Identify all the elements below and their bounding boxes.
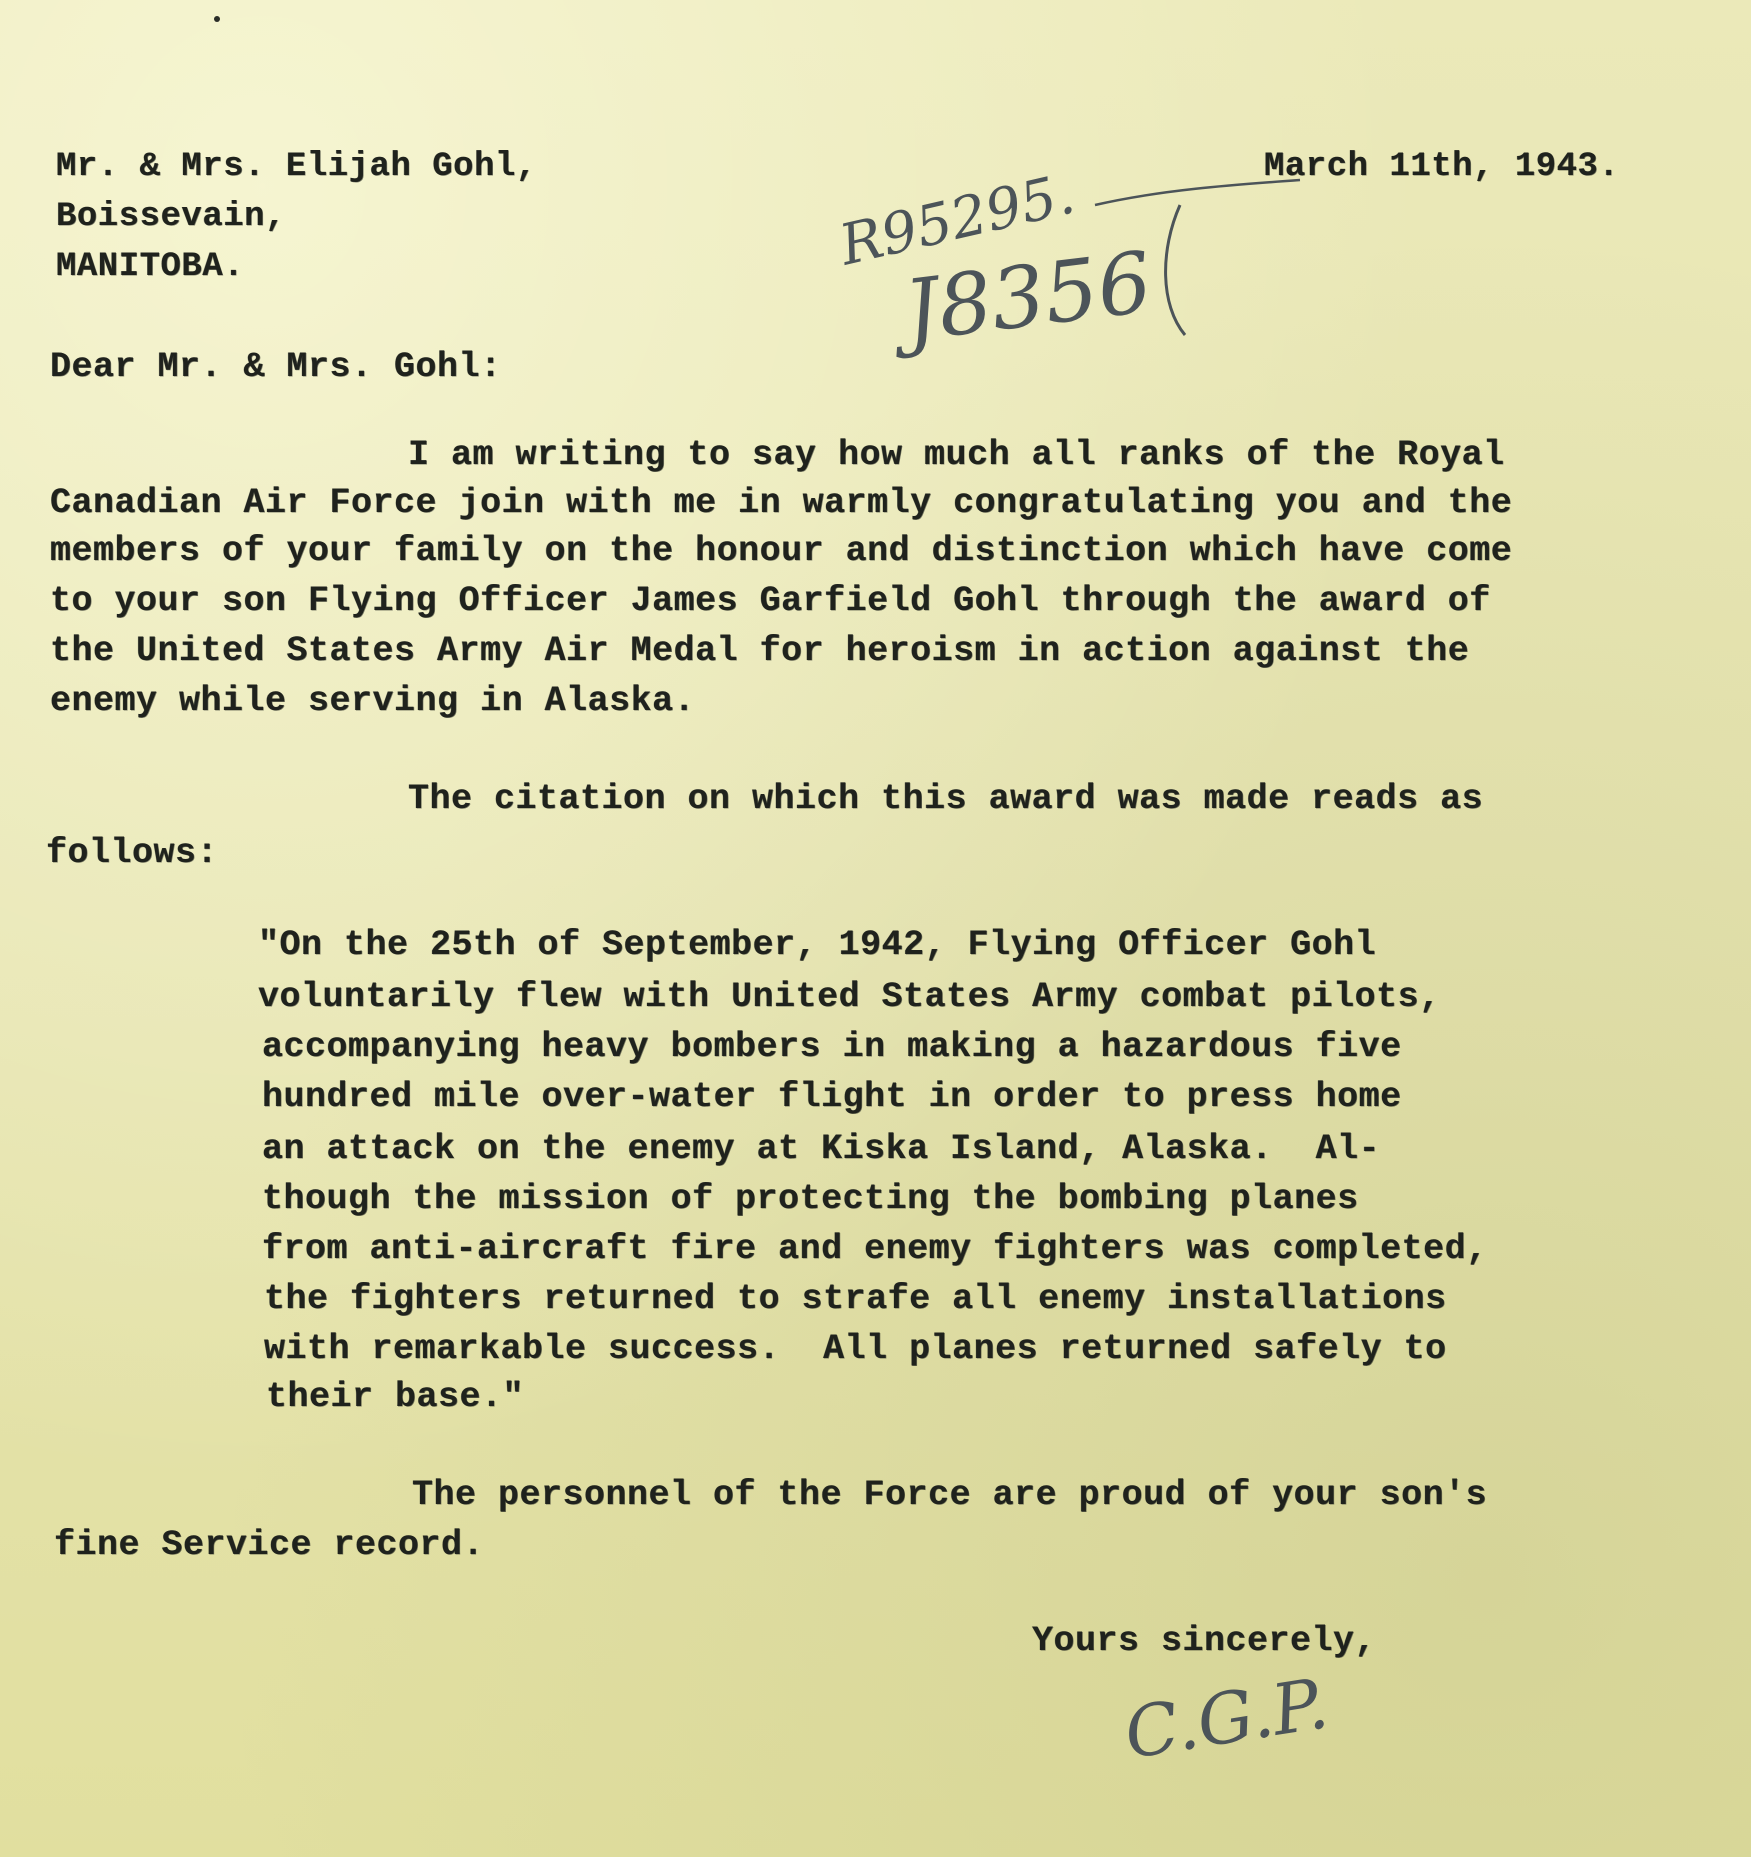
paragraph-2-line: follows:	[46, 833, 219, 873]
address-line-town: Boissevain,	[56, 198, 286, 236]
letter-date: March 11th, 1943.	[1264, 148, 1620, 186]
citation-line: hundred mile over-water flight in order to press home	[262, 1077, 1402, 1117]
address-line-province: MANITOBA.	[56, 248, 245, 286]
citation-line: their base."	[266, 1377, 525, 1417]
paragraph-3-line: fine Service record.	[54, 1525, 485, 1565]
citation-line: voluntarily flew with United States Army combat pilots,	[258, 977, 1441, 1017]
address-line-name: Mr. & Mrs. Elijah Gohl,	[56, 148, 537, 186]
paragraph-2-line: The citation on which this award was made reads as	[408, 779, 1484, 819]
citation-line: though the mission of protecting the bombing planes	[262, 1179, 1359, 1219]
citation-line: the fighters returned to strafe all enemy installations	[264, 1279, 1447, 1319]
citation-line: "On the 25th of September, 1942, Flying Officer Gohl	[258, 925, 1377, 965]
paragraph-1-line: enemy while serving in Alaska.	[50, 681, 696, 721]
citation-line: from anti-aircraft fire and enemy fighters was completed,	[262, 1229, 1488, 1269]
paragraph-1-line: Canadian Air Force join with me in warmly congratulating you and the	[50, 483, 1513, 523]
salutation: Dear Mr. & Mrs. Gohl:	[50, 347, 502, 387]
handwritten-file-number-1: R95295.	[833, 161, 1081, 279]
citation-line: with remarkable success. All planes returned safely to	[264, 1329, 1447, 1369]
handwritten-initials: C.G.P.	[1119, 1662, 1334, 1776]
paragraph-3-line: The personnel of the Force are proud of your son's	[412, 1475, 1488, 1515]
citation-line: accompanying heavy bombers in making a hazardous five	[262, 1027, 1402, 1067]
handwritten-file-number-2: J8356	[899, 232, 1157, 361]
paragraph-1-line: to your son Flying Officer James Garfield Gohl through the award of	[50, 581, 1491, 621]
paragraph-1-line: the United States Army Air Medal for heroism in action against the	[50, 631, 1470, 671]
paragraph-1-line: I am writing to say how much all ranks of the Royal	[408, 435, 1505, 475]
punch-mark	[214, 16, 220, 22]
paragraph-1-line: members of your family on the honour and distinction which have come	[50, 531, 1513, 571]
closing: Yours sincerely,	[1032, 1621, 1377, 1661]
citation-line: an attack on the enemy at Kiska Island, Alaska. Al-	[262, 1129, 1381, 1169]
